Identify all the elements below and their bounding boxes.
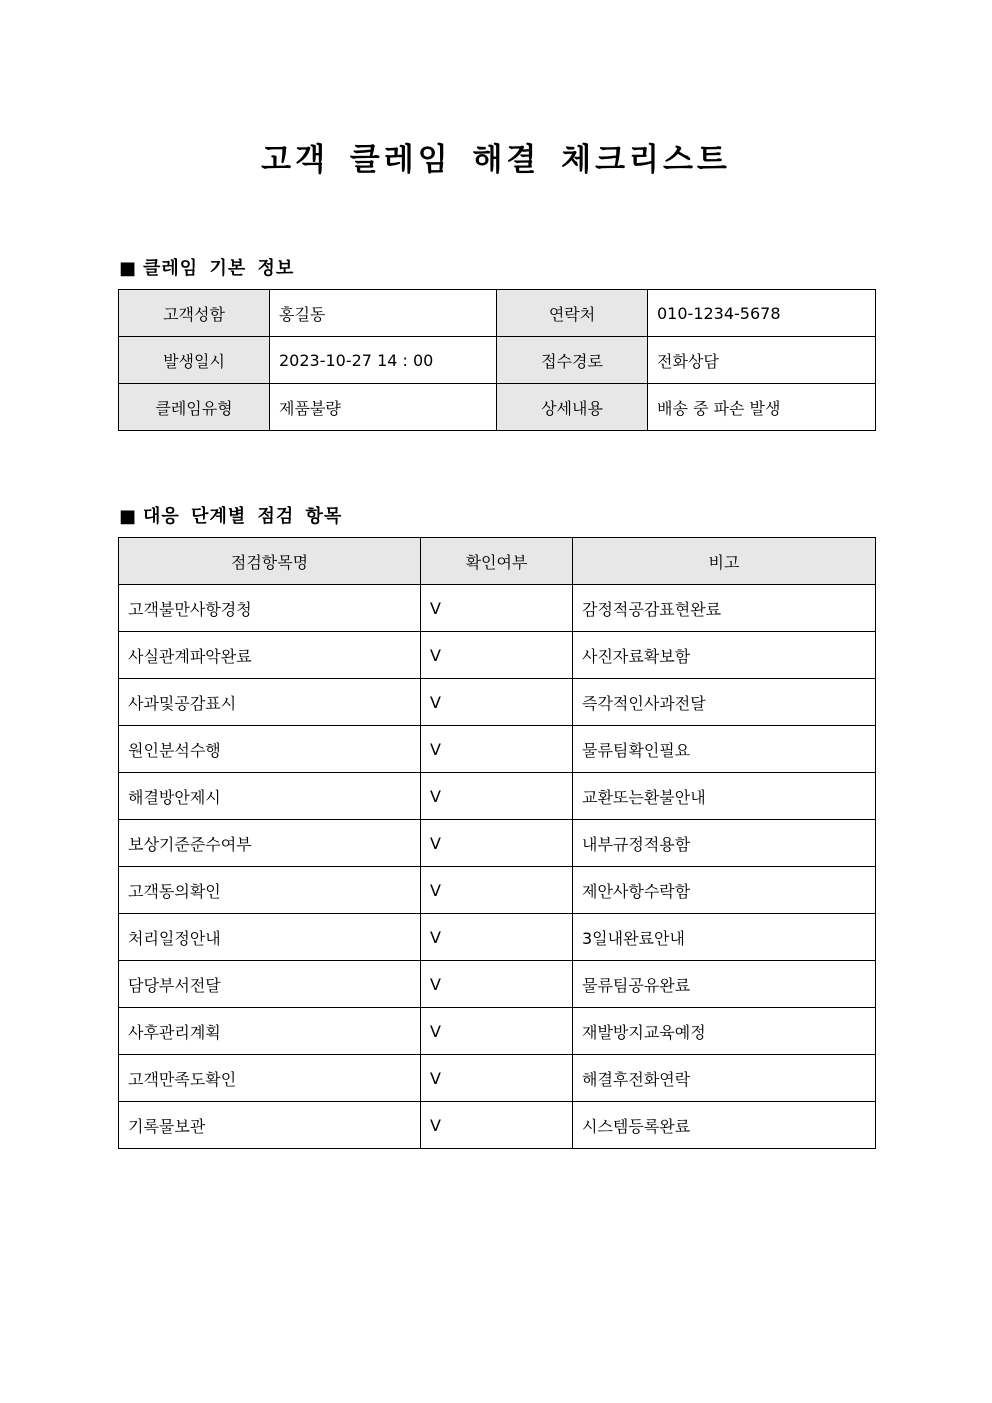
checklist-header-row — [119, 538, 876, 585]
table-row — [119, 679, 876, 726]
section-heading-text: 클레임 기본 정보 — [143, 258, 295, 279]
info-value: 2023-10-27 14 : 00 — [270, 337, 497, 384]
info-value: 제품불량 — [270, 384, 497, 431]
table-row — [119, 632, 876, 679]
table-row — [119, 867, 876, 914]
check-mark: V — [421, 820, 573, 867]
square-bullet-icon: ■ — [119, 506, 138, 527]
section-heading-check-items — [119, 502, 342, 528]
section-heading-claim-info — [119, 254, 294, 280]
check-mark: V — [421, 1055, 573, 1102]
check-note: 내부규정적용함 — [573, 820, 876, 867]
check-note: 즉각적인사과전달 — [573, 679, 876, 726]
header-item-name: 점검항목명 — [119, 538, 421, 585]
check-item-name: 처리일정안내 — [119, 914, 421, 961]
table-row — [119, 773, 876, 820]
info-label: 연락처 — [497, 290, 648, 337]
table-row — [119, 914, 876, 961]
section-heading-text: 대응 단계별 점검 항목 — [143, 506, 343, 527]
header-confirmed: 확인여부 — [421, 538, 573, 585]
info-label: 접수경로 — [497, 337, 648, 384]
check-note: 제안사항수락함 — [573, 867, 876, 914]
check-item-name: 사과및공감표시 — [119, 679, 421, 726]
check-note: 물류팀확인필요 — [573, 726, 876, 773]
table-row — [119, 585, 876, 632]
table-row — [119, 820, 876, 867]
info-value: 전화상담 — [648, 337, 876, 384]
check-note: 3일내완료안내 — [573, 914, 876, 961]
check-item-name: 기록물보관 — [119, 1102, 421, 1149]
table-row — [119, 726, 876, 773]
info-label: 발생일시 — [119, 337, 270, 384]
check-note: 해결후전화연락 — [573, 1055, 876, 1102]
header-note: 비고 — [573, 538, 876, 585]
check-mark: V — [421, 961, 573, 1008]
info-label: 상세내용 — [497, 384, 648, 431]
info-label: 클레임유형 — [119, 384, 270, 431]
check-mark: V — [421, 632, 573, 679]
check-item-name: 사후관리계획 — [119, 1008, 421, 1055]
check-item-name: 해결방안제시 — [119, 773, 421, 820]
info-row — [119, 337, 876, 384]
info-value: 배송 중 파손 발생 — [648, 384, 876, 431]
check-item-name: 원인분석수행 — [119, 726, 421, 773]
table-row — [119, 1055, 876, 1102]
check-item-name: 담당부서전달 — [119, 961, 421, 1008]
check-note: 사진자료확보함 — [573, 632, 876, 679]
check-note: 시스템등록완료 — [573, 1102, 876, 1149]
checklist-table — [118, 537, 876, 1149]
table-row — [119, 1102, 876, 1149]
check-item-name: 고객만족도확인 — [119, 1055, 421, 1102]
check-item-name: 고객동의확인 — [119, 867, 421, 914]
check-note: 교환또는환불안내 — [573, 773, 876, 820]
check-mark: V — [421, 1102, 573, 1149]
check-mark: V — [421, 773, 573, 820]
check-item-name: 고객불만사항경청 — [119, 585, 421, 632]
check-item-name: 보상기준준수여부 — [119, 820, 421, 867]
check-note: 물류팀공유완료 — [573, 961, 876, 1008]
square-bullet-icon: ■ — [119, 258, 138, 279]
check-note: 감정적공감표현완료 — [573, 585, 876, 632]
check-mark: V — [421, 585, 573, 632]
info-row — [119, 384, 876, 431]
check-mark: V — [421, 726, 573, 773]
info-row — [119, 290, 876, 337]
check-mark: V — [421, 914, 573, 961]
info-label: 고객성함 — [119, 290, 270, 337]
info-value: 010-1234-5678 — [648, 290, 876, 337]
document-title: 고객 클레임 해결 체크리스트 — [261, 142, 731, 178]
table-row — [119, 1008, 876, 1055]
check-mark: V — [421, 679, 573, 726]
check-mark: V — [421, 1008, 573, 1055]
info-value: 홍길동 — [270, 290, 497, 337]
check-mark: V — [421, 867, 573, 914]
table-row — [119, 961, 876, 1008]
check-item-name: 사실관계파악완료 — [119, 632, 421, 679]
check-note: 재발방지교육예정 — [573, 1008, 876, 1055]
claim-info-table — [118, 289, 876, 431]
